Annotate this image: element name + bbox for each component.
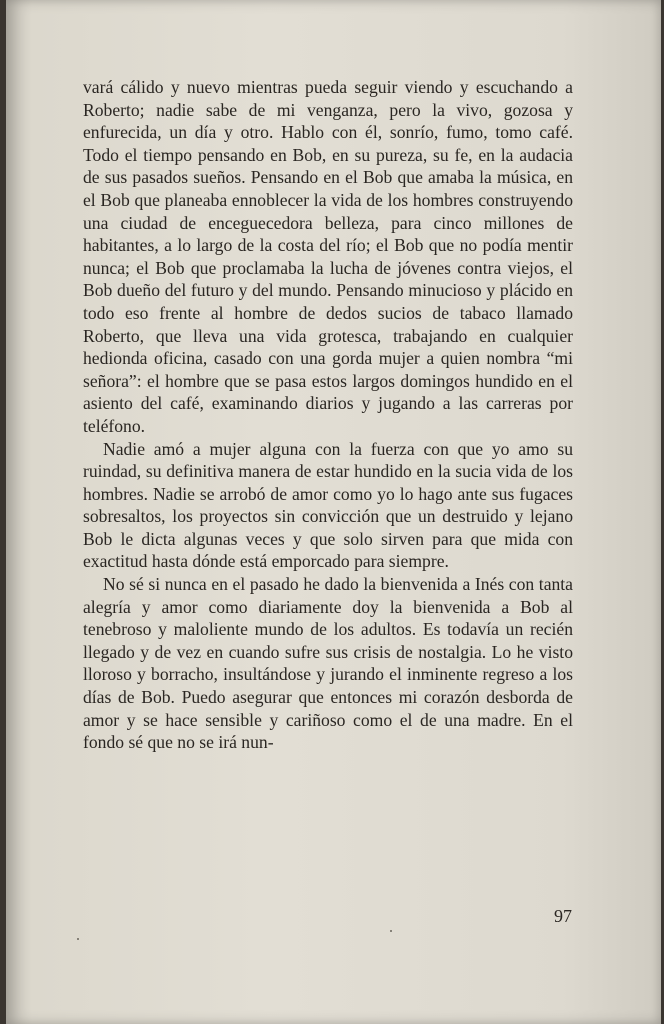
paragraph-2: Nadie amó a mujer alguna con la fuerza con que yo amo su ruindad, su definitiva manera de estar hundido en la sucia vida de los hombres. Nadie se arrobó de amor como yo lo hago ante sus fugaces sobresaltos, los proyectos sin convicción que un destruido y lejano Bob le dicta algunas veces y que solo sirven para que mida con exactitud hasta dónde está emporcado para siempre. [83,438,573,572]
paragraph-1: vará cálido y nuevo mientras pueda seguir viendo y escuchando a Roberto; nadie sabe de mi venganza, pero la vivo, gozosa y enfurecida, un día y otro. Hablo con él, sonrío, fumo, tomo café. Todo el tiempo pensando en Bob, en su pureza, su fe, en la audacia de sus pasados sueños. Pensando en el Bob que amaba la música, en el Bob que planeaba ennoblecer la vida de los hombres construyendo una ciudad de enceguecedora belleza, para cinco millones de habitantes, a lo largo de la costa del río; el Bob que no podía mentir nunca; el Bob que proclamaba la lucha de jóvenes contra viejos, el Bob dueño del futuro y del mundo. Pensando minucioso y plácido en todo eso frente al hombre de dedos sucios de tabaco llamado Roberto, que lleva una vida grotesca, trabajando en cualquier hedionda oficina, casado con una gorda mujer a quien nombra “mi señora”: el hombre que se pasa estos largos domingos hundido en el asiento del café, examinando diarios y jugando a las carreras por teléfono. [83,77,573,436]
paper-speck [390,930,392,932]
page-body-text [83,76,573,754]
page-number: 97 [554,906,572,926]
paper-speck [77,938,79,940]
paragraph-3: No sé si nunca en el pasado he dado la bienvenida a Inés con tanta alegría y amor como diariamente doy la bienvenida a Bob al tenebroso y maloliente mundo de los adultos. Es todavía un recién llegado y de vez en cuando sufre sus crisis de nostalgia. Lo he visto lloroso y borracho, insultándose y jurando el inminente regreso a los días de Bob. Puedo asegurar que entonces mi corazón desborda de amor y se hace sensible y cariñoso como el de una madre. En el fondo sé que no se irá nun- [83,574,573,753]
book-page [6,0,661,1024]
